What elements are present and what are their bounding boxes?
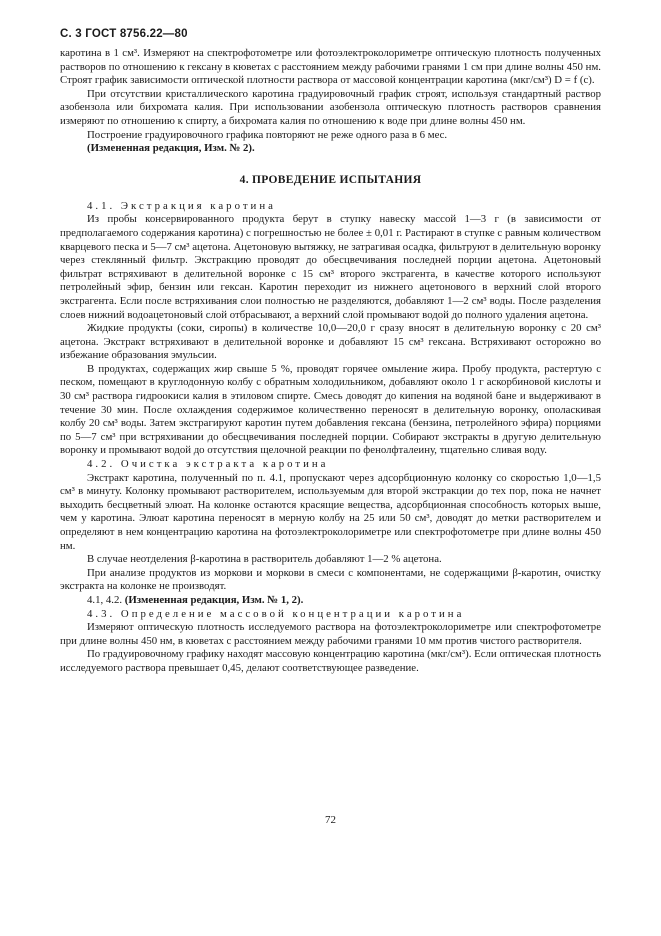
subsection-title: 4.1. Экстракция каротина [87, 199, 276, 212]
paragraph: каротина в 1 см³. Измеряют на спектрофотометре или фотоэлектроколориметре оптическую плотность полученных растворов по отношению к гексану в кюветах с расстоянием между рабочими гранями 1 см при длине волны 450 нм. Строят график зависимости оптической плотности раствора от массовой концентрации каротина (мкг/см³) D = f (c). [60, 47, 601, 87]
section-title: 4. ПРОВЕДЕНИЕ ИСПЫТАНИЯ [239, 173, 422, 186]
paragraph: Построение градуировочного графика повторяют не реже одного раза в 6 мес. [87, 128, 448, 141]
paragraph: Жидкие продукты (соки, сиропы) в количестве 10,0—20,0 г сразу вносят в делительную воронку с 20 см³ ацетона. Экстракт встряхивают в делительной воронке и добавляют 15 см³ гексана. Встряхивают осторожно во избежание образования эмульсии. [60, 322, 601, 362]
paragraph: По градуировочному графику находят массовую концентрацию каротина (мкг/см³). Если оптическая плотность исследуемого раствора превышает 0,45, делают соответствующее разведение. [60, 648, 601, 674]
paragraph: Экстракт каротина, полученный по п. 4.1, пропускают через адсорбционную колонку со скоростью 1,0—1,5 см³ в минуту. Колонку промывают растворителем, используемым для второй экстракции до тех пор, пока не начнет выходить бесцветный элюат. На колонке остаются красящие вещества, адсорбционная способность которых выше, чем у каротина. Элюат каротина переносят в мерную колбу на 25 или 50 см³, доводят до метки растворителем и определяют в нем концентрацию каротина на фотоэлектроколориметре или спектрофотометре при длине волны 450 нм. [60, 471, 601, 552]
paragraph: При анализе продуктов из моркови и моркови в смеси с компонентами, не содержащими β-каротин, очистку экстракта на колонке не производят. [60, 566, 601, 593]
amendment-ref: 4.1, 4.2. [87, 593, 123, 606]
document-header: С. 3 ГОСТ 8756.22—80 [60, 28, 188, 40]
amendment-note: (Измененная редакция, Изм. № 1, 2). [124, 593, 304, 606]
paragraph: Из пробы консервированного продукта берут в ступку навеску массой 1—3 г (в зависимости от предполагаемого содержания каротина) с погрешностью не более ± 0,01 г. Растирают в ступке с равным количеством кварцевого песка и 5—7 см³ ацетона. Ацетоновую вытяжку, не затрагивая осадка, фильтруют в делительную воронку через стеклянный фильтр. Экстракцию проводят до обесцвечивания последней порции ацетона. Ацетоновый фильтрат встряхивают в делительной воронке с 15 см³ второго экстрагента, в качестве которого используют петролейный эфир, бензин или гексан. Каротин переходит из нижнего ацетонового в верхний слой второго экстрагента. Если после встряхивания слои полностью не разделяются, добавляют 1—2 см³ воды. После разделения слоев нижний водоацетоновый слой отбрасывают, а верхний слой промывают водой до полного удаления ацетона. [60, 213, 601, 321]
amendment-note-line [60, 594, 601, 608]
subsection-title: 4.3. Определение массовой концентрации каротина [87, 607, 465, 620]
amendment-note: (Измененная редакция, Изм. № 2). [87, 142, 255, 155]
page-number: 72 [325, 814, 336, 826]
document-page [60, 28, 601, 676]
subsection-title: 4.2. Очистка экстракта каротина [87, 458, 329, 471]
paragraph: В продуктах, содержащих жир свыше 5 %, проводят горячее омыление жира. Пробу продукта, растертую с песком, помещают в круглодонную колбу с обратным холодильником, добавляют около 1 г аскорбиновой кислоты и 30 см³ раствора гидроокиси калия в этиловом спирте. Смесь доводят до кипения на водяной бане и выдерживают в течение 30 мин. После охлаждения содержимое количественно переносят в делительную воронку, ополаскивая колбу 20 см³ воды. Затем экстрагируют каротин путем добавления гексана (бензина, петролейного эфира) порциями по 5—7 см³ при встряхивании до обесцвечивания последней порции. Собирают экстракты в другую делительную воронку и промывают водой до отсутствия щелочной реакции по фенолфталеину, тщательно сливая воду. [60, 362, 601, 457]
paragraph: При отсутствии кристаллического каротина градуировочный график строят, используя стандартный раствор азобензола или бихромата калия. При использовании азобензола оптическую плотность растворов сравнения измеряют по отношению к спирту, а бихромата калия по отношению к воде при длине волны 450 нм. [60, 87, 601, 127]
paragraph: В случае неотделения β-каротина в растворитель добавляют 1—2 % ацетона. [87, 553, 442, 566]
paragraph: Измеряют оптическую плотность исследуемого раствора на фотоэлектроколориметре или спектрофотометре при длине волны 450 нм, в кюветах с расстоянием между рабочими гранями 10 мм против чистого растворителя. [60, 621, 601, 647]
